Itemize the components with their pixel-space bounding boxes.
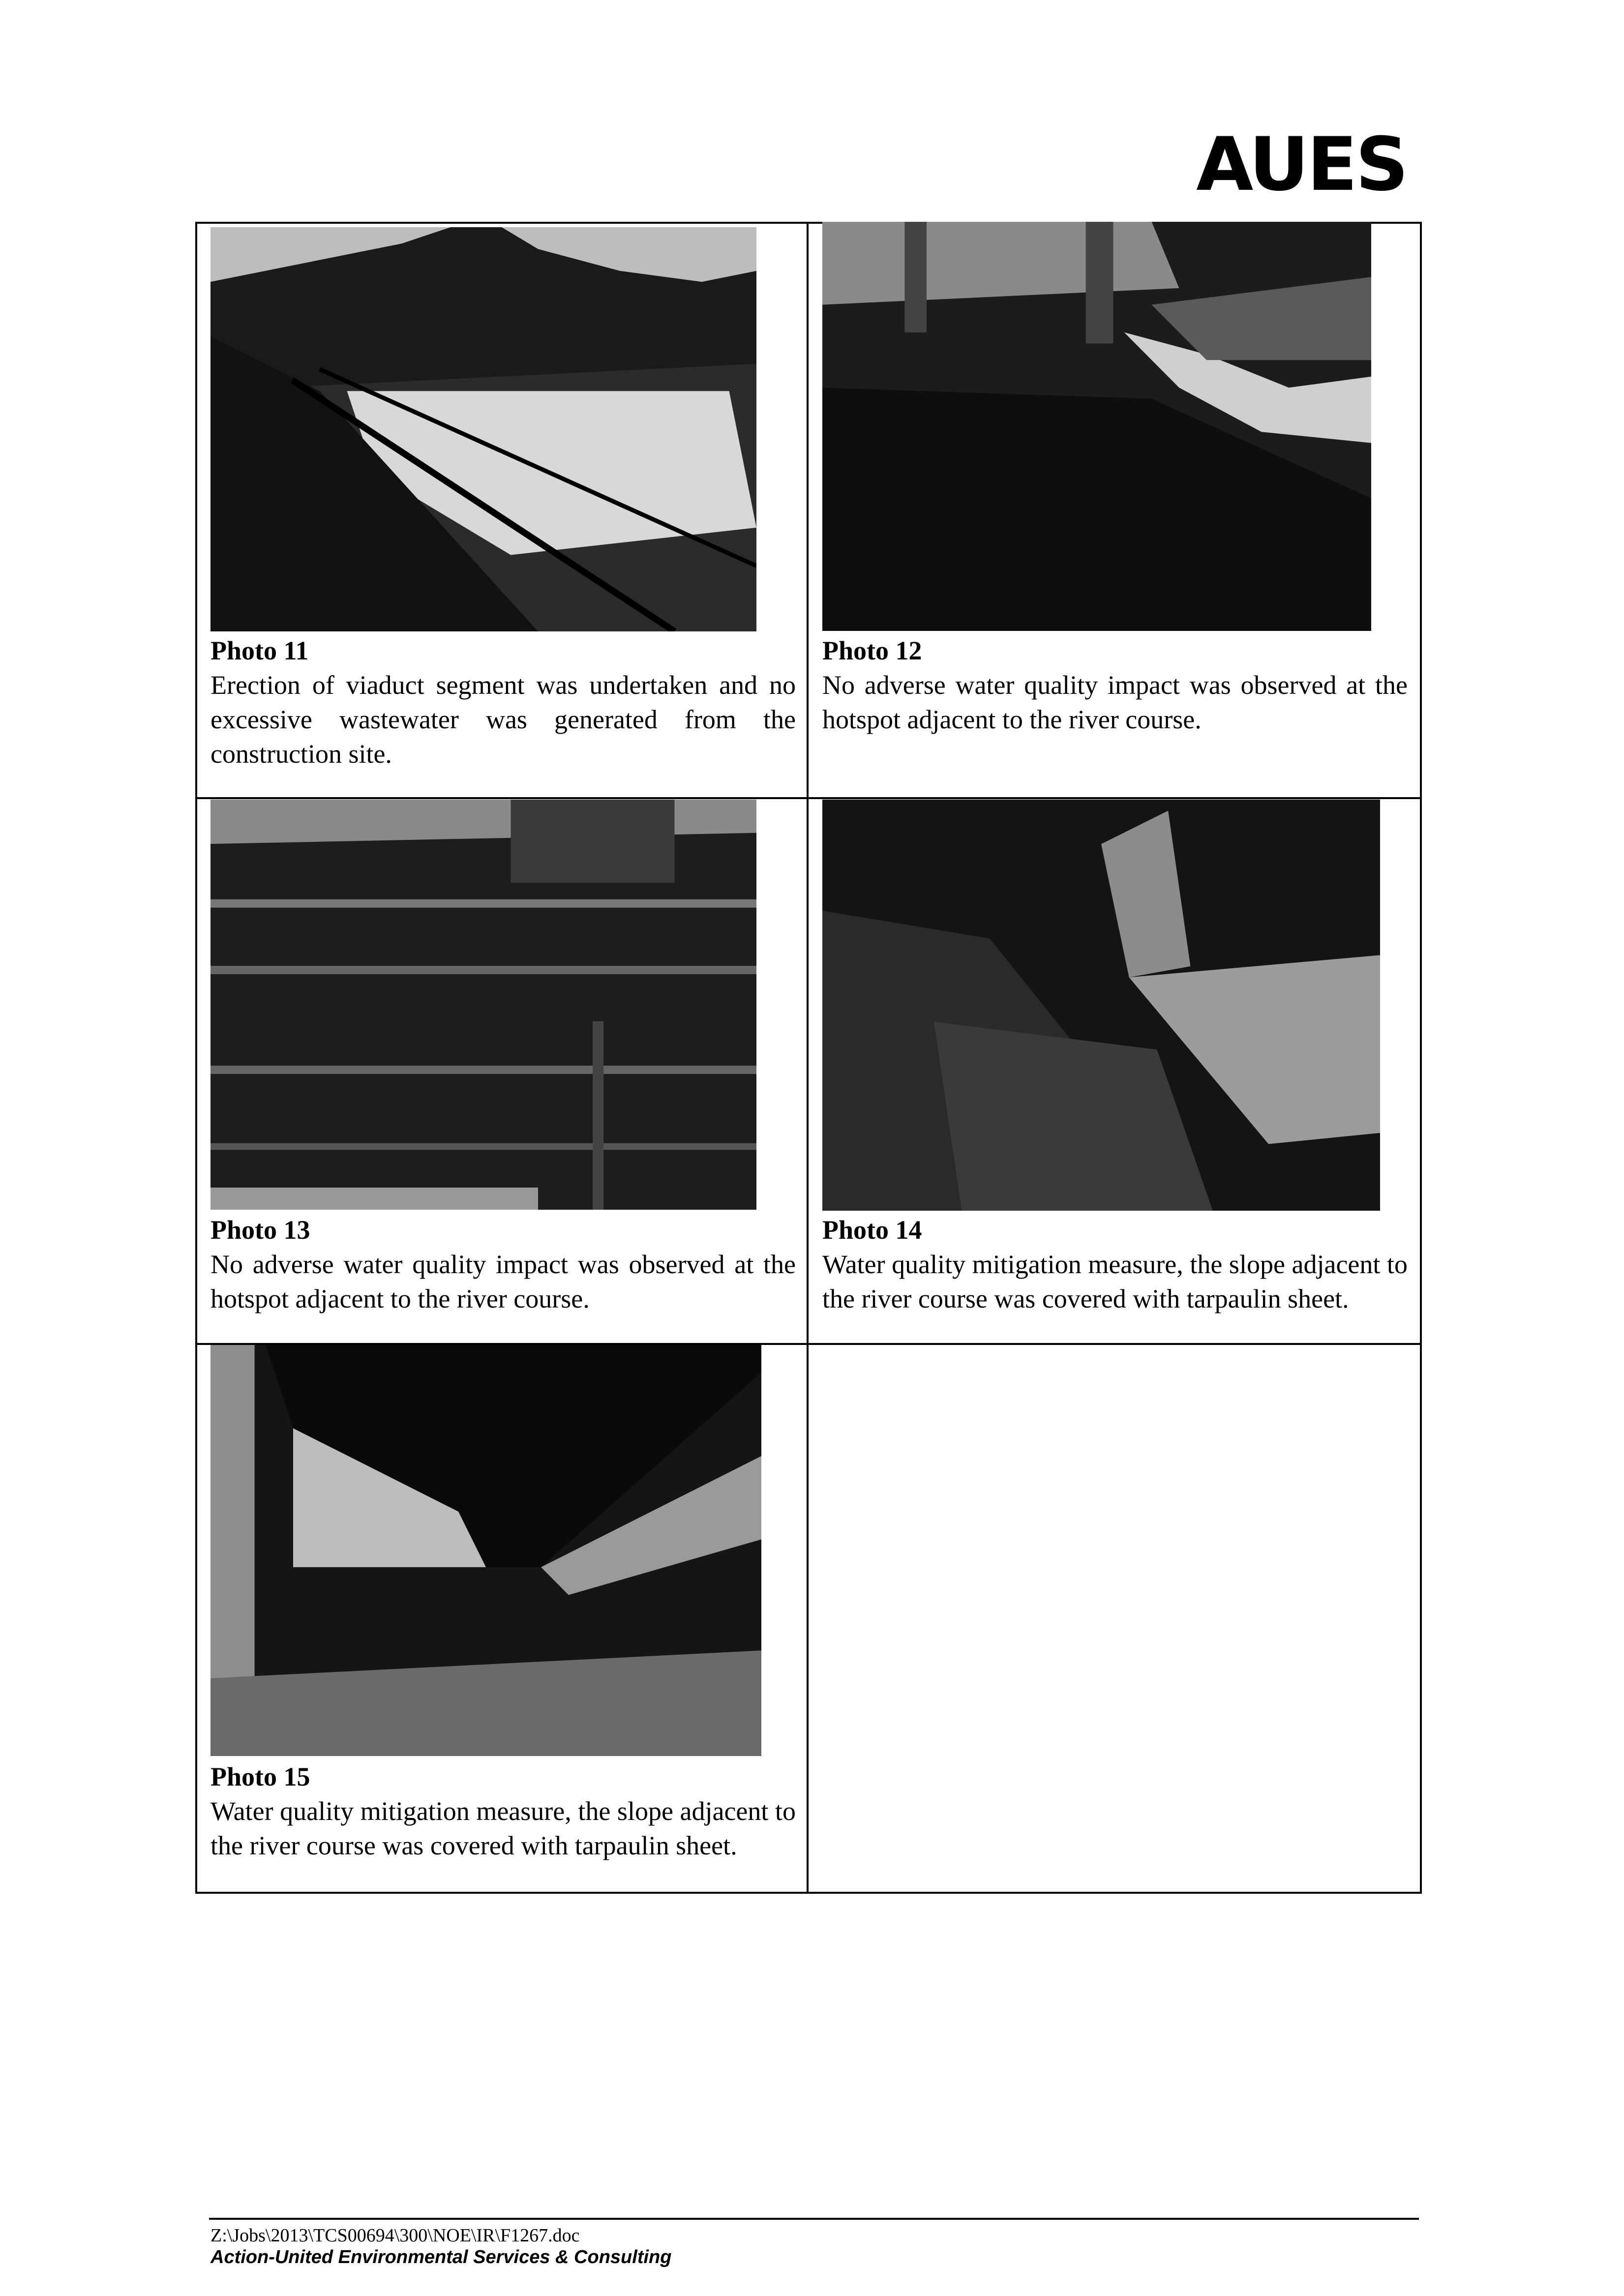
photo-13-title: Photo 13	[211, 1215, 310, 1245]
photo-14-title: Photo 14	[822, 1215, 922, 1245]
photo-14-description: Water quality mitigation measure, the slope adjacent to the river course was covered with tarpaulin sheet.	[822, 1250, 1408, 1313]
photo-12-title: Photo 12	[822, 636, 922, 665]
photo-11-description: Erection of viaduct segment was undertaken and no excessive wastewater was generated from the construction site.	[211, 670, 796, 769]
photo-14-image	[822, 800, 1380, 1211]
photo-13-image	[211, 800, 756, 1210]
photo-13-caption	[211, 1213, 796, 1316]
table-row-divider	[195, 797, 1422, 799]
photo-12-image	[822, 222, 1371, 631]
photo-15-image	[211, 1345, 761, 1756]
footer-company-name: Action-United Environmental Services & Consulting	[211, 2247, 672, 2267]
photo-14-caption	[822, 1213, 1408, 1316]
table-column-divider	[807, 222, 809, 1894]
photo-12-caption	[822, 633, 1408, 737]
photo-11-title: Photo 11	[211, 636, 309, 665]
photo-11-image	[211, 227, 756, 631]
photo-15-description: Water quality mitigation measure, the slope adjacent to the river course was covered with tarpaulin sheet.	[211, 1796, 796, 1860]
photo-15-title: Photo 15	[211, 1762, 310, 1791]
photo-15-caption	[211, 1759, 796, 1863]
photo-11-caption	[211, 633, 796, 771]
photo-12-description: No adverse water quality impact was observed at the hotspot adjacent to the river course.	[822, 670, 1408, 734]
photo-13-description: No adverse water quality impact was observed at the hotspot adjacent to the river course.	[211, 1250, 796, 1313]
footer-file-path: Z:\Jobs\2013\TCS00694\300\NOE\IR\F1267.doc	[211, 2225, 580, 2246]
aues-logo: AUES	[1196, 122, 1407, 208]
footer-divider	[209, 2218, 1419, 2220]
